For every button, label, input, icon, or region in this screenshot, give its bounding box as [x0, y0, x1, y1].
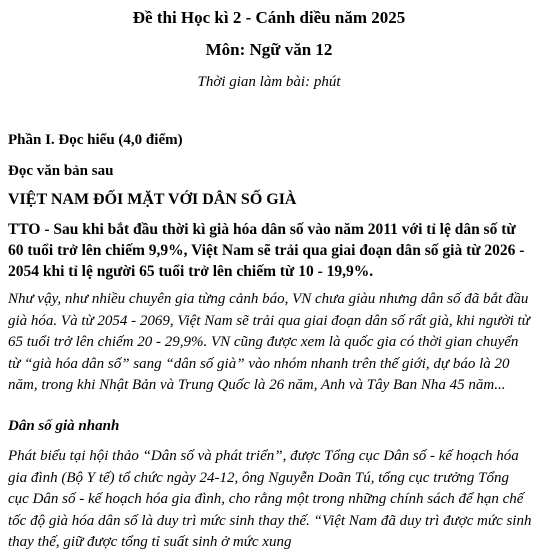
- part-title: Phần I. Đọc hiểu (4,0 điểm): [8, 132, 183, 148]
- article-paragraph-2: Phát biểu tại hội thảo “Dân số và phát triển”, được Tổng cục Dân số - kế hoạch hóa gia đình (Bộ Y tế) tổ chức ngày 24-12, ông Nguyễn Doãn Tú, tổng cục trưởng Tổng cục Dân số - kế hoạch hóa gia đình, cho rằng một trong những chính sách để hạn chế tốc độ già hóa dân số là duy trì mức sinh thay thế. “Việt Nam đã duy trì được mức sinh thay thế, giữ được tổng tỉ suất sinh ở mức xung: [8, 448, 532, 550]
- article-lead: TTO - Sau khi bắt đầu thời kì già hóa dân số vào năm 2011 với tỉ lệ dân số từ 60 tuổi trở lên chiếm 9,9%, Việt Nam sẽ trải qua giai đoạn dân số già từ 2026 - 2054 khi tỉ lệ người 65 tuổi trở lên chiếm từ 10 - 19,9%.: [8, 221, 525, 280]
- time-allowed: Thời gian làm bài: phút: [197, 74, 341, 90]
- subject-title: Môn: Ngữ văn 12: [205, 40, 333, 59]
- article-paragraph-1: Như vậy, như nhiều chuyên gia từng cảnh báo, VN chưa giàu nhưng dân số đã bắt đầu già hóa. Và từ 2054 - 2069, Việt Nam sẽ trải qua giai đoạn dân số rất già, khi người từ 65 tuổi trở lên chiếm 20 - 29,9%. VN cũng được xem là quốc gia có thời gian chuyển từ “già hóa dân số” sang “dân số già” vào nhóm nhanh trên thế giới, dự báo là 20 năm, trong khi Nhật Bản và Trung Quốc là 26 năm, Anh và Tây Ban Nha 45 năm...: [8, 291, 530, 393]
- exam-title: Đề thi Học kì 2 - Cánh diều năm 2025: [132, 8, 406, 27]
- article-subheading: Dân số già nhanh: [8, 418, 120, 434]
- reading-instruction: Đọc văn bản sau: [8, 163, 114, 179]
- article-headline: VIỆT NAM ĐỐI MẶT VỚI DÂN SỐ GIÀ: [8, 191, 297, 208]
